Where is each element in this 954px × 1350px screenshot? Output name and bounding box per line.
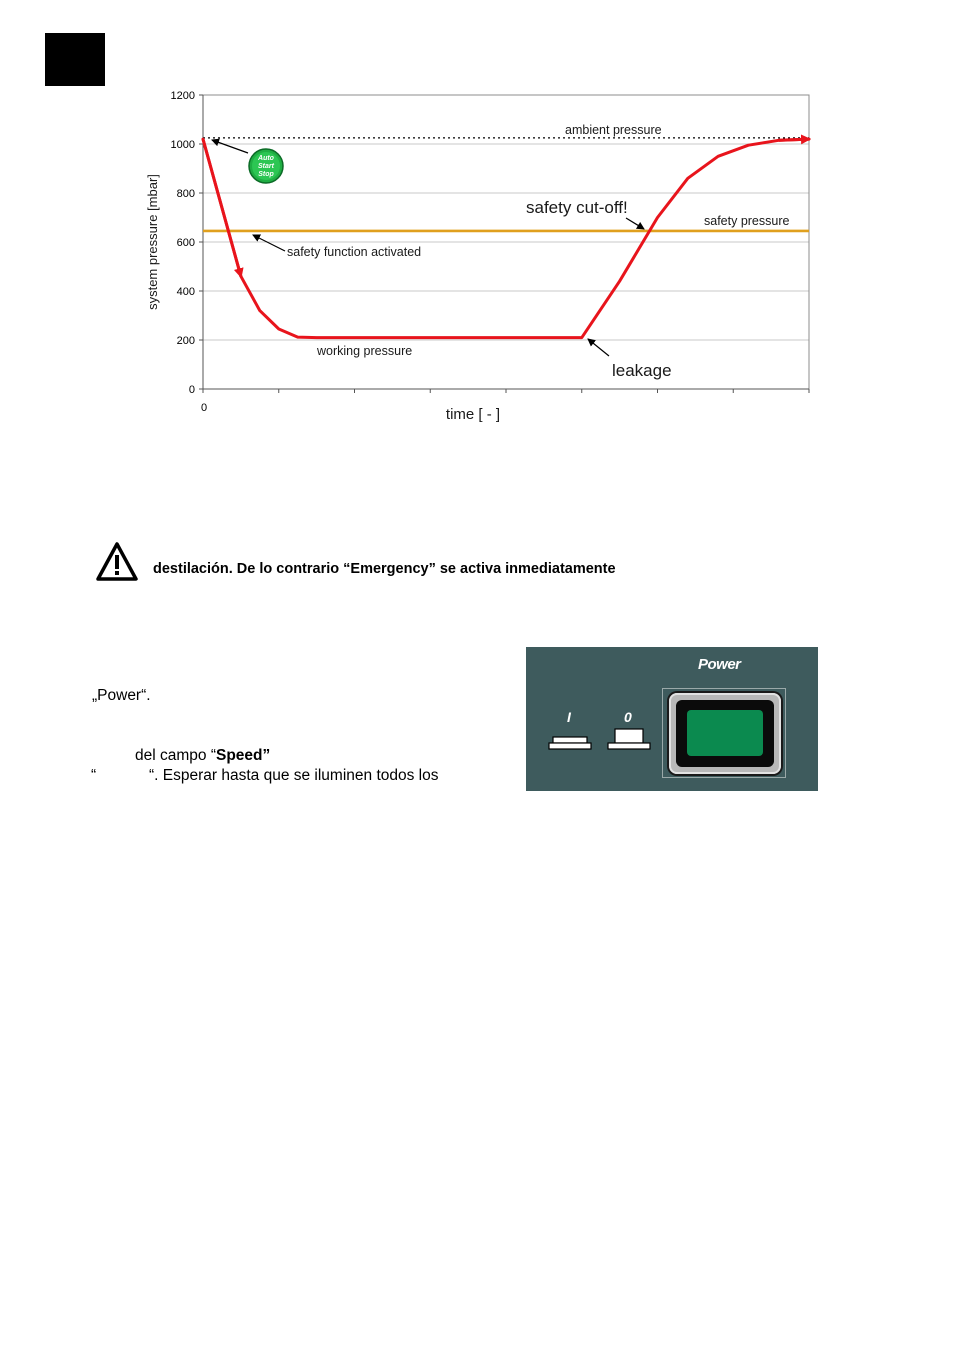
y-tick-label: 600 (176, 237, 195, 249)
speed-text-prefix: del campo “ (135, 747, 216, 764)
open-quote: “ (91, 767, 97, 784)
safety-pressure-label: safety pressure (704, 214, 790, 228)
warning-text: destilación. De lo contrario “Emergency” se activa inmediatamente (153, 561, 616, 577)
power-text: „Power“. (92, 687, 151, 704)
switch-on-label: I (567, 709, 571, 725)
chart-grid (203, 144, 809, 340)
pressure-curve (203, 139, 809, 338)
panel-title: Power (698, 656, 741, 673)
tick-labels (171, 90, 208, 414)
safety-function-label: safety function activated (287, 245, 422, 259)
curve-end-arrow (779, 139, 809, 140)
auto-start-stop-icon (249, 149, 283, 183)
pressure-chart (0, 0, 954, 440)
cutoff-arrow (626, 218, 644, 229)
safety-cutoff-label: safety cut-off! (526, 198, 628, 217)
power-lamp-icon (687, 710, 763, 756)
y-tick-label: 200 (176, 335, 195, 347)
safety-function-arrow (253, 235, 285, 251)
auto-label: Auto (258, 155, 274, 162)
stop-label: Stop (258, 171, 274, 178)
wait-text: “. Esperar hasta que se iluminen todos los (149, 767, 439, 784)
power-panel-image (526, 647, 818, 791)
leakage-label: leakage (612, 361, 672, 380)
y-tick-label: 1000 (170, 139, 195, 151)
curve-descent-arrow (203, 139, 241, 276)
speed-text (135, 747, 270, 765)
series-layer (203, 139, 809, 338)
switch-on-icon (548, 727, 594, 753)
auto-button-pointer-arrow (212, 140, 248, 153)
y-tick-label: 800 (176, 188, 195, 200)
start-label: Start (258, 163, 274, 170)
y-tick-label: 1200 (170, 90, 195, 102)
y-axis-label: system pressure [mbar] (145, 174, 160, 310)
chart-axes (199, 95, 809, 393)
x-tick-label: 0 (200, 402, 208, 414)
ambient-pressure-label: ambient pressure (565, 123, 662, 137)
x-axis-label: time [ - ] (445, 406, 501, 423)
switch-off-icon (607, 727, 653, 753)
warning-triangle-icon (95, 541, 139, 583)
switch-off-label: 0 (624, 709, 632, 725)
leakage-arrow (588, 339, 609, 356)
y-tick-label: 400 (176, 286, 195, 298)
speed-field-name: Speed” (215, 747, 271, 764)
y-tick-label: 0 (188, 384, 195, 396)
working-pressure-label: working pressure (317, 344, 413, 358)
